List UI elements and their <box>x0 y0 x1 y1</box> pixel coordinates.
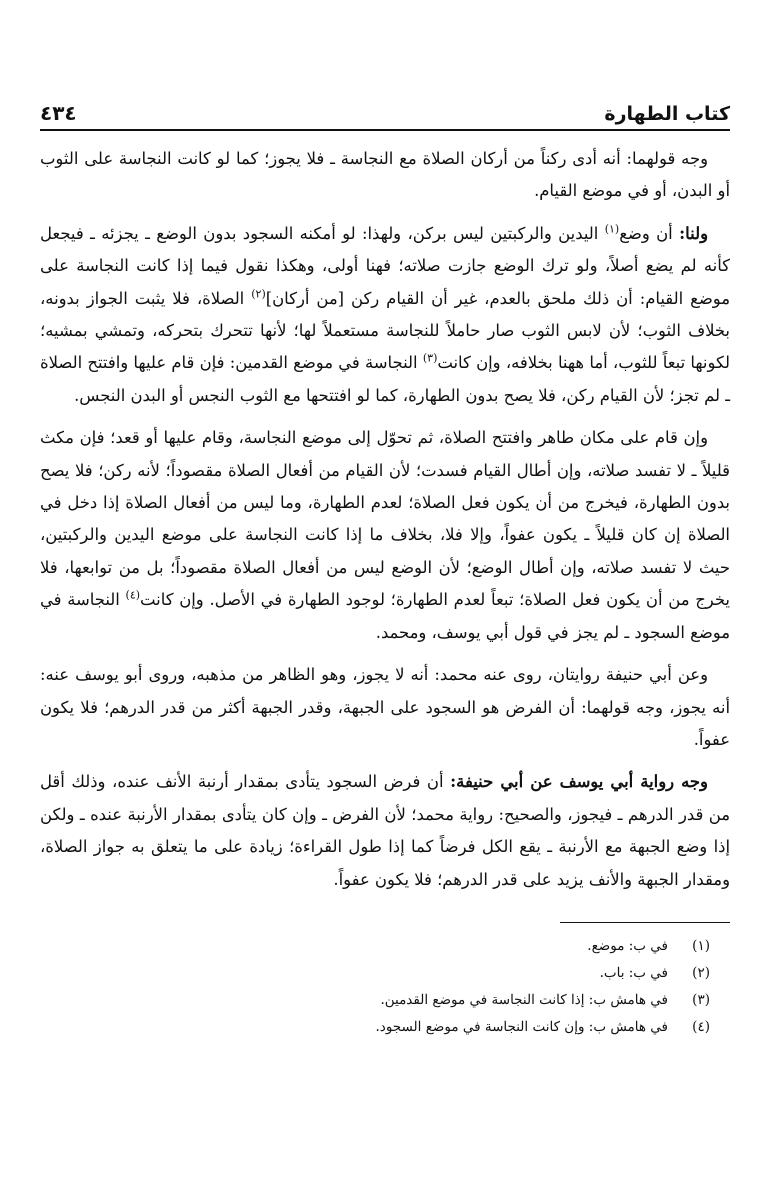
footnote-item <box>40 1014 730 1041</box>
footnote-text: في ب: باب. <box>599 964 668 981</box>
chapter-title: كتاب الطهارة <box>604 103 730 125</box>
paragraph-4 <box>40 659 730 756</box>
footnote-number: (٢) <box>692 964 710 981</box>
footnote-ref[interactable]: (٤) <box>125 588 141 602</box>
paragraph-text: اليدين والركبتين ليس بركن، ولهذا: لو أمكنه السجود بدون الوضع ـ يجزئه ـ فيجعل كأنه لم يضع أصلاً، ولو ترك الوضع جازت صلاته؛ فهنا أولى، وهكذا نقول فيما إذا كانت النجاسة على موضع القيام: أن ذلك ملحق بالعدم، غير أن القيام ركن [من أركان] <box>40 223 730 308</box>
paragraph-text: وإن قام على مكان طاهر وافتتح الصلاة، ثم تحوّل إلى موضع النجاسة، وقام عليها أو قعد؛ فإن مكث قليلاً ـ لا تفسد صلاته، وإن أطال القيام فسدت؛ لأن القيام من أفعال الصلاة مقصوداً؛ لأنه ركن؛ فلا يصح بدون الطهارة، فيخرج من أن يكون فعل الصلاة؛ لعدم الطهارة، وما ليس من أفعال الصلاة إذا دخل في الصلاة إن كان قليلاً ـ يكون عفواً، وإلا فلا، بخلاف ما إذا كانت النجاسة على موضع اليدين والركبتين، حيث لا تفسد صلاته، وإن أطال الوضع؛ لأن الوضع ليس من أفعال الصلاة مقصوداً؛ بل من توابعها، فلا يخرج من أن يكون فعل الصلاة؛ تبعاً لعدم الطهارة؛ لوجود الطهارة في الأصل. وإن كانت <box>40 428 730 610</box>
paragraph-text: الصلاة، فلا يثبت الجواز بدونه، بخلاف الثوب؛ لأن لابس الثوب صار حاملاً للنجاسة مستعملاً لها؛ لأنها تتحرك بتحركه، وتمشي بمشيه؛ لكونها تبعاً للثوب، أما ههنا بخلافه، وإن كانت <box>40 288 731 373</box>
footnote-item <box>40 987 730 1014</box>
footnotes <box>40 933 730 1041</box>
footnote-number: (٤) <box>692 1018 710 1035</box>
footnote-text: في هامش ب: إذا كانت النجاسة في موضع القدمين. <box>380 991 668 1008</box>
footnote-item <box>40 933 730 960</box>
footnote-number: (١) <box>692 937 710 954</box>
footnote-ref[interactable]: (٢) <box>251 287 266 301</box>
paragraph-text: وجه قولهما: أنه أدى ركناً من أركان الصلاة مع النجاسة ـ فلا يجوز؛ كما لو كانت النجاسة على الثوب أو البدن، أو في موضع القيام. <box>40 149 730 201</box>
paragraph-text: النجاسة في موضع القدمين: فإن قام عليها وافتتح الصلاة ـ لم تجز؛ لأن القيام ركن، فلا يصح بدون الطهارة، كما لو افتتحها مع الثوب النجس أو البدن النجس. <box>40 353 730 405</box>
footnote-separator <box>560 922 730 923</box>
paragraph-lead: ولنا: <box>679 223 708 243</box>
page-number: ٤٣٤ <box>40 101 77 125</box>
running-header <box>40 95 730 131</box>
footnote-ref[interactable]: (٣) <box>422 351 438 365</box>
main-text <box>40 143 730 896</box>
paragraph-5 <box>40 766 730 896</box>
footnote-number: (٣) <box>692 991 710 1008</box>
book-page <box>40 95 730 1041</box>
paragraph-text: النجاسة في موضع السجود ـ لم يجز في قول أبي يوسف، ومحمد. <box>40 590 730 642</box>
paragraph-text: وعن أبي حنيفة روايتان، روى عنه محمد: أنه لا يجوز، وهو الظاهر من مذهبه، وروى أبو يوسف عنه: أنه يجوز، وجه قولهما: أن الفرض هو السجود على الجبهة، وقدر الجبهة أكثر من قدر الدرهم؛ فلا يكون عفواً. <box>40 665 730 749</box>
footnote-item <box>40 960 730 987</box>
paragraph-1 <box>40 143 730 208</box>
paragraph-text: أن فرض السجود يتأدى بمقدار أرنبة الأنف عنده، وذلك أقل من قدر الدرهم ـ فيجوز، والصحيح: رواية محمد؛ لأن الفرض ـ وإن كان يتأدى بمقدار الأرنبة عنده ـ ولكن إذا وضع الجبهة مع الأرنبة ـ يقع الكل فرضاً كما إذا طول القراءة؛ زيادة على ما يتعلق به جواز الصلاة، ومقدار الجبهة والأنف يزيد على قدر الدرهم؛ فلا يكون عفواً. <box>40 772 730 889</box>
footnote-text: في هامش ب: وإن كانت النجاسة في موضع السجود. <box>375 1018 668 1035</box>
paragraph-2 <box>40 218 730 412</box>
footnote-text: في ب: موضع. <box>587 937 668 954</box>
paragraph-text: أن وضع <box>619 223 680 243</box>
paragraph-3 <box>40 422 730 649</box>
footnote-ref[interactable]: (١) <box>604 222 620 236</box>
paragraph-lead: وجه رواية أبي يوسف عن أبي حنيفة: <box>450 772 708 792</box>
